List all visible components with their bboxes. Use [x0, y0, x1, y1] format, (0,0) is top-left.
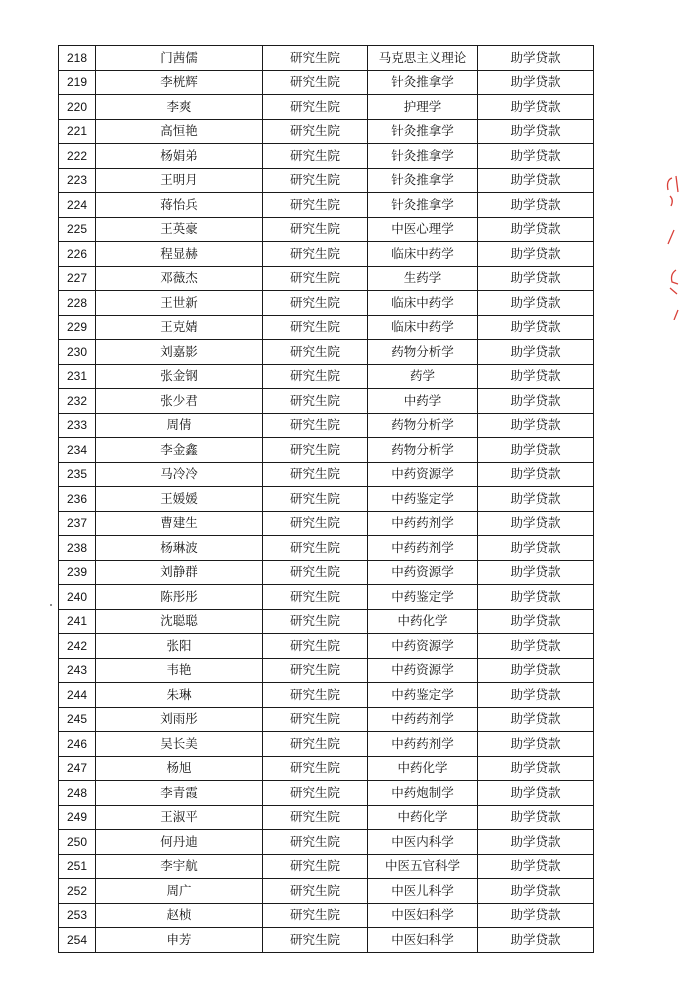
student-name-cell: 周广: [96, 879, 263, 904]
major-cell: 中医内科学: [368, 830, 478, 855]
row-number-cell: 235: [59, 462, 96, 487]
college-cell: 研究生院: [263, 193, 368, 218]
student-name-cell: 王英豪: [96, 217, 263, 242]
table-row: [59, 683, 594, 708]
row-number-cell: 231: [59, 364, 96, 389]
aid-type-cell: 助学贷款: [478, 830, 594, 855]
student-name-cell: 陈彤彤: [96, 585, 263, 610]
major-cell: 中药鉴定学: [368, 487, 478, 512]
table-row: [59, 707, 594, 732]
major-cell: 中药化学: [368, 805, 478, 830]
student-name-cell: 申芳: [96, 928, 263, 953]
table-row: [59, 511, 594, 536]
student-name-cell: 邓薇杰: [96, 266, 263, 291]
college-cell: 研究生院: [263, 340, 368, 365]
student-name-cell: 李桄辉: [96, 70, 263, 95]
row-number-cell: 232: [59, 389, 96, 414]
major-cell: 针灸推拿学: [368, 144, 478, 169]
row-number-cell: 242: [59, 634, 96, 659]
table-body: [59, 46, 594, 953]
college-cell: 研究生院: [263, 487, 368, 512]
table-row: [59, 315, 594, 340]
aid-type-cell: 助学贷款: [478, 560, 594, 585]
aid-type-cell: 助学贷款: [478, 144, 594, 169]
aid-type-cell: 助学贷款: [478, 340, 594, 365]
major-cell: 生药学: [368, 266, 478, 291]
student-name-cell: 杨旭: [96, 756, 263, 781]
major-cell: 药物分析学: [368, 438, 478, 463]
row-number-cell: 234: [59, 438, 96, 463]
major-cell: 临床中药学: [368, 291, 478, 316]
aid-type-cell: 助学贷款: [478, 462, 594, 487]
college-cell: 研究生院: [263, 756, 368, 781]
student-name-cell: 刘嘉影: [96, 340, 263, 365]
table-row: [59, 928, 594, 953]
table-row: [59, 168, 594, 193]
row-number-cell: 241: [59, 609, 96, 634]
row-number-cell: 220: [59, 95, 96, 120]
college-cell: 研究生院: [263, 242, 368, 267]
student-name-cell: 韦艳: [96, 658, 263, 683]
student-name-cell: 何丹迪: [96, 830, 263, 855]
row-number-cell: 248: [59, 781, 96, 806]
aid-type-cell: 助学贷款: [478, 511, 594, 536]
aid-type-cell: 助学贷款: [478, 903, 594, 928]
major-cell: 中药药剂学: [368, 707, 478, 732]
major-cell: 中药资源学: [368, 658, 478, 683]
student-name-cell: 李青霞: [96, 781, 263, 806]
row-number-cell: 227: [59, 266, 96, 291]
student-name-cell: 朱琳: [96, 683, 263, 708]
aid-type-cell: 助学贷款: [478, 585, 594, 610]
major-cell: 中药鉴定学: [368, 683, 478, 708]
college-cell: 研究生院: [263, 144, 368, 169]
major-cell: 临床中药学: [368, 315, 478, 340]
row-number-cell: 233: [59, 413, 96, 438]
row-number-cell: 224: [59, 193, 96, 218]
student-name-cell: 李爽: [96, 95, 263, 120]
row-number-cell: 244: [59, 683, 96, 708]
aid-type-cell: 助学贷款: [478, 389, 594, 414]
table-row: [59, 462, 594, 487]
row-number-cell: 223: [59, 168, 96, 193]
major-cell: 中药资源学: [368, 462, 478, 487]
student-name-cell: 刘静群: [96, 560, 263, 585]
row-number-cell: 230: [59, 340, 96, 365]
student-name-cell: 王淑平: [96, 805, 263, 830]
student-name-cell: 吴长美: [96, 732, 263, 757]
row-number-cell: 250: [59, 830, 96, 855]
major-cell: 药物分析学: [368, 413, 478, 438]
college-cell: 研究生院: [263, 781, 368, 806]
row-number-cell: 251: [59, 854, 96, 879]
scan-speck: [50, 604, 52, 606]
row-number-cell: 240: [59, 585, 96, 610]
student-loan-table: [58, 45, 594, 953]
aid-type-cell: 助学贷款: [478, 95, 594, 120]
row-number-cell: 219: [59, 70, 96, 95]
aid-type-cell: 助学贷款: [478, 242, 594, 267]
aid-type-cell: 助学贷款: [478, 805, 594, 830]
college-cell: 研究生院: [263, 462, 368, 487]
major-cell: 中药资源学: [368, 634, 478, 659]
student-name-cell: 李金鑫: [96, 438, 263, 463]
college-cell: 研究生院: [263, 46, 368, 71]
row-number-cell: 225: [59, 217, 96, 242]
aid-type-cell: 助学贷款: [478, 364, 594, 389]
aid-type-cell: 助学贷款: [478, 438, 594, 463]
major-cell: 中药药剂学: [368, 511, 478, 536]
student-name-cell: 王媛媛: [96, 487, 263, 512]
row-number-cell: 218: [59, 46, 96, 71]
major-cell: 中药学: [368, 389, 478, 414]
table-row: [59, 634, 594, 659]
aid-type-cell: 助学贷款: [478, 683, 594, 708]
college-cell: 研究生院: [263, 536, 368, 561]
table-row: [59, 70, 594, 95]
table-row: [59, 144, 594, 169]
college-cell: 研究生院: [263, 585, 368, 610]
student-name-cell: 张少君: [96, 389, 263, 414]
row-number-cell: 236: [59, 487, 96, 512]
student-name-cell: 门茜儒: [96, 46, 263, 71]
major-cell: 中药药剂学: [368, 536, 478, 561]
aid-type-cell: 助学贷款: [478, 732, 594, 757]
student-name-cell: 马冷冷: [96, 462, 263, 487]
student-name-cell: 王明月: [96, 168, 263, 193]
aid-type-cell: 助学贷款: [478, 315, 594, 340]
aid-type-cell: 助学贷款: [478, 634, 594, 659]
table-row: [59, 340, 594, 365]
college-cell: 研究生院: [263, 70, 368, 95]
row-number-cell: 247: [59, 756, 96, 781]
aid-type-cell: 助学贷款: [478, 707, 594, 732]
college-cell: 研究生院: [263, 830, 368, 855]
row-number-cell: 228: [59, 291, 96, 316]
college-cell: 研究生院: [263, 119, 368, 144]
aid-type-cell: 助学贷款: [478, 879, 594, 904]
row-number-cell: 226: [59, 242, 96, 267]
college-cell: 研究生院: [263, 511, 368, 536]
table-row: [59, 658, 594, 683]
red-seal-edge: [662, 170, 680, 320]
row-number-cell: 237: [59, 511, 96, 536]
table-row: [59, 756, 594, 781]
student-name-cell: 李宇航: [96, 854, 263, 879]
major-cell: 中药化学: [368, 609, 478, 634]
aid-type-cell: 助学贷款: [478, 168, 594, 193]
college-cell: 研究生院: [263, 609, 368, 634]
college-cell: 研究生院: [263, 928, 368, 953]
table-row: [59, 193, 594, 218]
table-row: [59, 487, 594, 512]
aid-type-cell: 助学贷款: [478, 193, 594, 218]
college-cell: 研究生院: [263, 560, 368, 585]
college-cell: 研究生院: [263, 413, 368, 438]
student-name-cell: 赵桢: [96, 903, 263, 928]
college-cell: 研究生院: [263, 168, 368, 193]
student-name-cell: 杨琳波: [96, 536, 263, 561]
aid-type-cell: 助学贷款: [478, 119, 594, 144]
student-name-cell: 程显赫: [96, 242, 263, 267]
aid-type-cell: 助学贷款: [478, 70, 594, 95]
major-cell: 中医妇科学: [368, 903, 478, 928]
student-name-cell: 蒋怡兵: [96, 193, 263, 218]
table-row: [59, 560, 594, 585]
aid-type-cell: 助学贷款: [478, 536, 594, 561]
college-cell: 研究生院: [263, 879, 368, 904]
row-number-cell: 246: [59, 732, 96, 757]
major-cell: 药物分析学: [368, 340, 478, 365]
row-number-cell: 243: [59, 658, 96, 683]
college-cell: 研究生院: [263, 291, 368, 316]
row-number-cell: 245: [59, 707, 96, 732]
student-name-cell: 曹建生: [96, 511, 263, 536]
row-number-cell: 253: [59, 903, 96, 928]
major-cell: 中医妇科学: [368, 928, 478, 953]
aid-type-cell: 助学贷款: [478, 217, 594, 242]
student-name-cell: 周倩: [96, 413, 263, 438]
table-row: [59, 536, 594, 561]
aid-type-cell: 助学贷款: [478, 413, 594, 438]
student-name-cell: 王世新: [96, 291, 263, 316]
table-row: [59, 217, 594, 242]
row-number-cell: 222: [59, 144, 96, 169]
college-cell: 研究生院: [263, 389, 368, 414]
aid-type-cell: 助学贷款: [478, 487, 594, 512]
student-name-cell: 王克婧: [96, 315, 263, 340]
table-row: [59, 438, 594, 463]
student-name-cell: 张阳: [96, 634, 263, 659]
college-cell: 研究生院: [263, 438, 368, 463]
major-cell: 马克思主义理论: [368, 46, 478, 71]
row-number-cell: 254: [59, 928, 96, 953]
major-cell: 中医五官科学: [368, 854, 478, 879]
student-name-cell: 杨娟弟: [96, 144, 263, 169]
table-row: [59, 291, 594, 316]
college-cell: 研究生院: [263, 903, 368, 928]
row-number-cell: 239: [59, 560, 96, 585]
major-cell: 针灸推拿学: [368, 168, 478, 193]
college-cell: 研究生院: [263, 658, 368, 683]
table-row: [59, 903, 594, 928]
major-cell: 中医儿科学: [368, 879, 478, 904]
major-cell: 护理学: [368, 95, 478, 120]
major-cell: 针灸推拿学: [368, 119, 478, 144]
table-row: [59, 46, 594, 71]
major-cell: 中药资源学: [368, 560, 478, 585]
row-number-cell: 249: [59, 805, 96, 830]
aid-type-cell: 助学贷款: [478, 609, 594, 634]
major-cell: 中药药剂学: [368, 732, 478, 757]
major-cell: 中药化学: [368, 756, 478, 781]
student-name-cell: 张金钢: [96, 364, 263, 389]
college-cell: 研究生院: [263, 315, 368, 340]
table-row: [59, 805, 594, 830]
college-cell: 研究生院: [263, 732, 368, 757]
table-row: [59, 879, 594, 904]
table-row: [59, 364, 594, 389]
table-row: [59, 732, 594, 757]
major-cell: 临床中药学: [368, 242, 478, 267]
college-cell: 研究生院: [263, 217, 368, 242]
table-row: [59, 854, 594, 879]
aid-type-cell: 助学贷款: [478, 756, 594, 781]
row-number-cell: 238: [59, 536, 96, 561]
aid-type-cell: 助学贷款: [478, 928, 594, 953]
college-cell: 研究生院: [263, 364, 368, 389]
table-row: [59, 781, 594, 806]
student-name-cell: 刘雨彤: [96, 707, 263, 732]
table-row: [59, 585, 594, 610]
row-number-cell: 252: [59, 879, 96, 904]
college-cell: 研究生院: [263, 634, 368, 659]
student-name-cell: 沈聪聪: [96, 609, 263, 634]
aid-type-cell: 助学贷款: [478, 46, 594, 71]
major-cell: 针灸推拿学: [368, 193, 478, 218]
major-cell: 药学: [368, 364, 478, 389]
table-row: [59, 389, 594, 414]
table-row: [59, 242, 594, 267]
college-cell: 研究生院: [263, 854, 368, 879]
aid-type-cell: 助学贷款: [478, 266, 594, 291]
table-row: [59, 266, 594, 291]
row-number-cell: 229: [59, 315, 96, 340]
table-row: [59, 119, 594, 144]
aid-type-cell: 助学贷款: [478, 658, 594, 683]
student-name-cell: 高恒艳: [96, 119, 263, 144]
aid-type-cell: 助学贷款: [478, 781, 594, 806]
college-cell: 研究生院: [263, 707, 368, 732]
major-cell: 中医心理学: [368, 217, 478, 242]
major-cell: 针灸推拿学: [368, 70, 478, 95]
aid-type-cell: 助学贷款: [478, 291, 594, 316]
major-cell: 中药炮制学: [368, 781, 478, 806]
college-cell: 研究生院: [263, 266, 368, 291]
row-number-cell: 221: [59, 119, 96, 144]
table-row: [59, 609, 594, 634]
college-cell: 研究生院: [263, 95, 368, 120]
aid-type-cell: 助学贷款: [478, 854, 594, 879]
college-cell: 研究生院: [263, 805, 368, 830]
college-cell: 研究生院: [263, 683, 368, 708]
table-row: [59, 413, 594, 438]
table-row: [59, 95, 594, 120]
major-cell: 中药鉴定学: [368, 585, 478, 610]
table-row: [59, 830, 594, 855]
